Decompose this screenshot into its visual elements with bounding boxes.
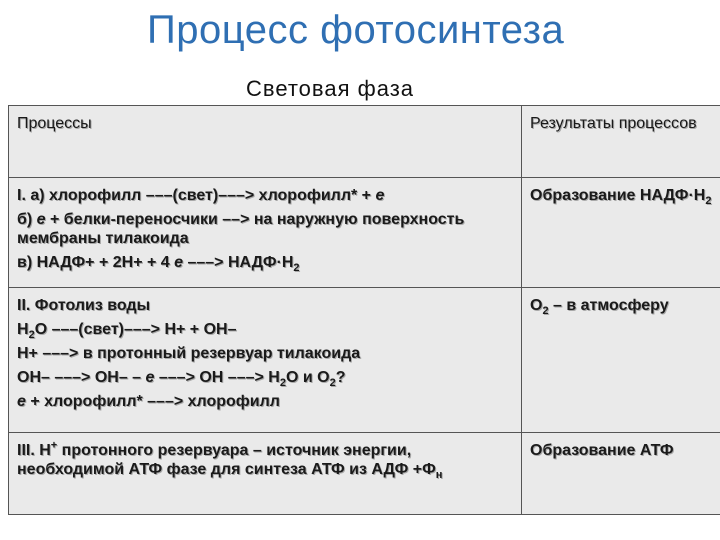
row2-result: $О_2$ – в атмосферу xyxy=(522,288,720,433)
header-processes: Процессы xyxy=(9,106,522,178)
row2-line-d: ОН– –––> ОН– – е –––> ОН –––> $Н_2О$ и $О_2$? xyxy=(17,369,346,390)
row2-line-e: е + хлорофилл* –––> хлорофилл xyxy=(17,393,280,410)
slide-subtitle: Световая фаза xyxy=(246,76,415,101)
row1-processes xyxy=(9,178,522,288)
row1-result: Образование $НАДФ\cdot Н_2$ xyxy=(522,178,720,288)
header-results: Результаты процессов xyxy=(522,106,720,178)
table-row xyxy=(9,288,720,433)
row2-line-b: $Н_2О$ –––(свет)–––> Н+ + ОН– xyxy=(17,321,237,342)
slide-title: Процесс фотосинтеза xyxy=(147,8,565,52)
table-row xyxy=(9,433,720,515)
row1-line-a: I. а) хлорофилл –––(свет)–––> хлорофилл* + е xyxy=(17,187,385,204)
row1-line-b: б) е + белки-переносчики ––> на наружную поверхность мембраны тилакоида xyxy=(17,211,465,247)
row3-processes: III. Н+ протонного резервуара – источник энергии, необходимой АТФ фазе для синтеза АТФ из АДФ $+Ф_н$ xyxy=(9,433,522,515)
table-row xyxy=(9,178,720,288)
process-table xyxy=(8,105,720,515)
row1-line-c: в) НАДФ+ + 2Н+ + 4 е –––> $НАДФ\cdot Н_2$ xyxy=(17,254,300,275)
row3-result: Образование АТФ xyxy=(522,433,720,515)
row2-line-a: II. Фотолиз воды xyxy=(17,297,151,314)
row2-line-c: Н+ –––> в протонный резервуар тилакоида xyxy=(17,345,361,362)
row2-processes xyxy=(9,288,522,433)
table-header-row xyxy=(9,106,720,178)
